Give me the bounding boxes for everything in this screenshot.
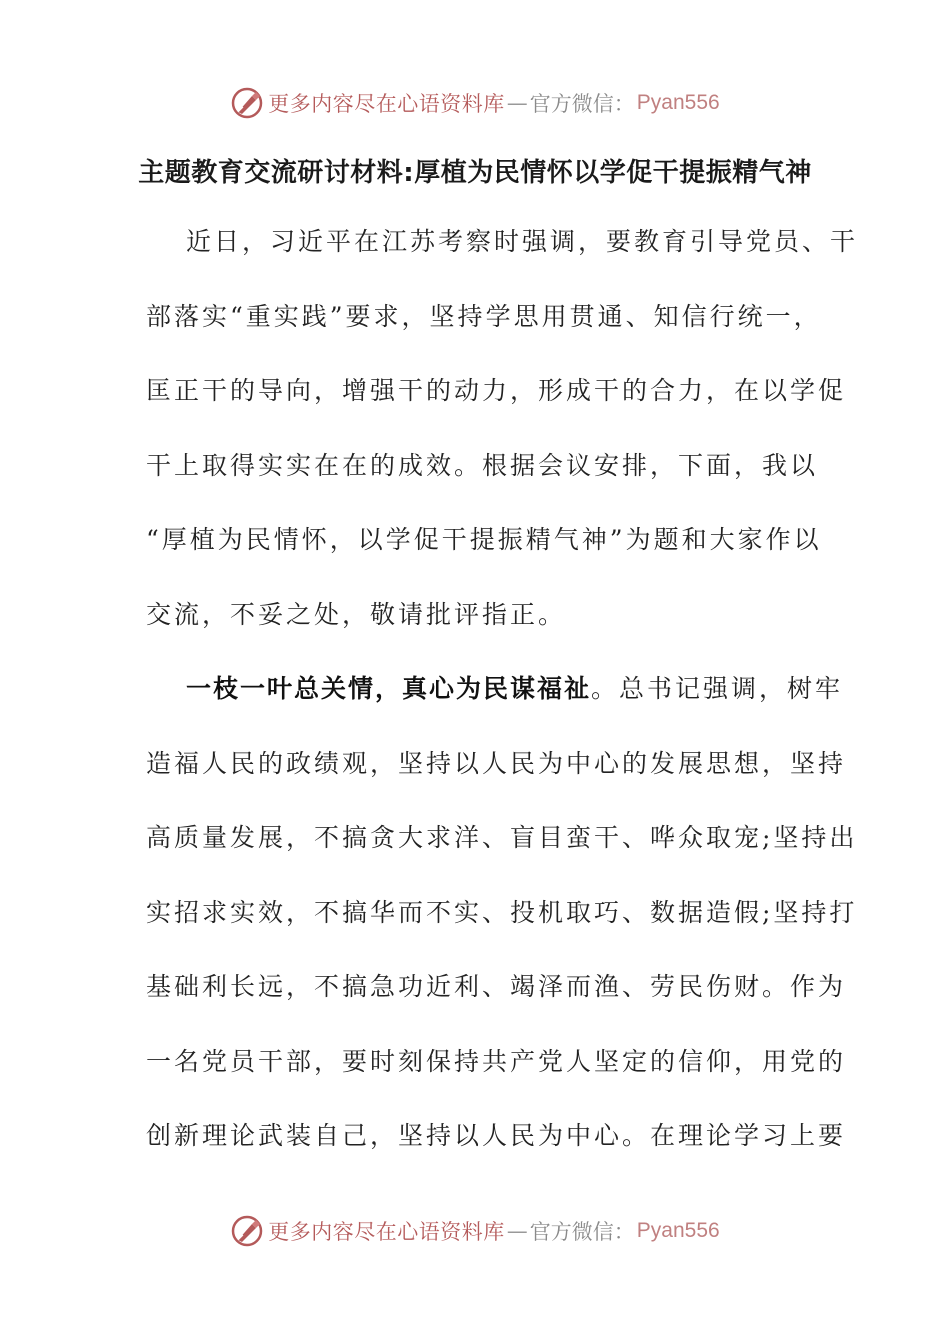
section-first-line	[146, 669, 844, 744]
banner-wechat-id: Pyan556	[636, 1219, 720, 1242]
document-title: 主题教育交流研讨材料:厚植为民情怀以学促干提振精气神	[138, 158, 812, 188]
pen-nib-logo-icon	[230, 1214, 264, 1248]
banner-separator: —	[506, 1219, 528, 1243]
paragraph-line: 干上取得实实在在的成效。根据会议安排，下面，我以	[146, 450, 819, 480]
paragraph-line: 交流，不妥之处，敬请批评指正。	[146, 599, 567, 629]
banner-separator: —	[506, 91, 528, 115]
pen-nib-logo-icon	[230, 86, 264, 120]
banner-wechat-label: 官方微信：	[529, 92, 635, 116]
banner-wechat-label: 官方微信：	[529, 1220, 635, 1244]
section-first-line-text: 。总书记强调，树牢	[591, 674, 844, 703]
paragraph-line: “厚植为民情怀，以学促干提振精气神”为题和大家作以	[146, 525, 822, 554]
footer-banner	[0, 1206, 950, 1256]
paragraph-line: 实招求实效，不搞华而不实、投机取巧、数据造假;坚持打	[146, 897, 858, 927]
paragraph-line: 部落实“重实践”要求，坚持学思用贯通、知信行统一，	[146, 301, 822, 331]
banner-text: 更多内容尽在心语资料库	[268, 1220, 505, 1244]
paragraph-line: 匡正干的导向，增强干的动力，形成干的合力，在以学促	[146, 376, 847, 405]
paragraph-line: 高质量发展，不搞贪大求洋、盲目蛮干、哗众取宠;坚持出	[146, 823, 858, 852]
paragraph-line: 一名党员干部，要时刻保持共产党人坚定的信仰，用党的	[146, 1046, 847, 1076]
header-banner	[0, 78, 950, 128]
section-heading: 一枝一叶总关情，真心为民谋福祉	[186, 674, 592, 703]
paragraph-line: 基础利长远，不搞急功近利、竭泽而渔、劳民伤财。作为	[146, 972, 847, 1001]
banner-wechat-id: Pyan556	[636, 91, 720, 114]
paragraph-line: 创新理论武装自己，坚持以人民为中心。在理论学习上要	[146, 1121, 847, 1150]
paragraph-line: 近日，习近平在江苏考察时强调，要教育引导党员、干	[186, 227, 859, 256]
banner-text: 更多内容尽在心语资料库	[268, 92, 505, 116]
paragraph-line: 造福人民的政绩观，坚持以人民为中心的发展思想，坚持	[146, 748, 847, 778]
document-body	[146, 222, 859, 1191]
